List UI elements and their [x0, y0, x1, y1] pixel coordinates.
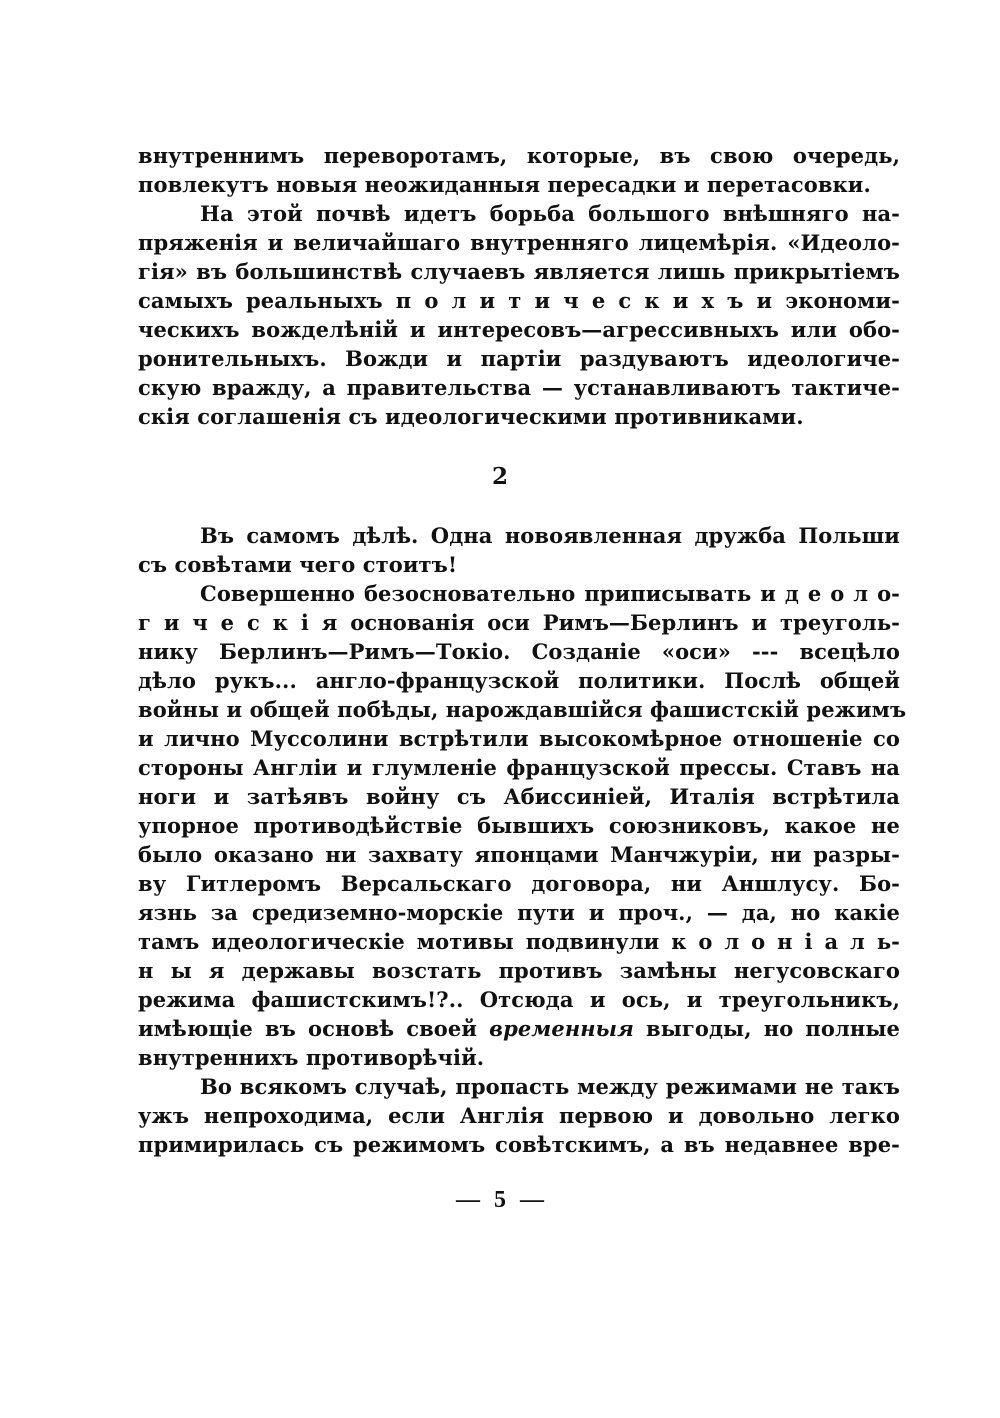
paragraph-3-line: Въ самомъ дѣлѣ. Одна новоявленная дружба Польши — [200, 523, 900, 548]
paragraph-2-line: ронительныхъ. Вожди и партіи раздуваютъ идеологиче- — [138, 346, 900, 371]
paragraph-2-line: скія соглашенія съ идеологическими противниками. — [138, 404, 804, 429]
section-number: 2 — [491, 463, 508, 490]
emphasis-word: временныя — [489, 1016, 634, 1041]
paragraph-1-line: повлекутъ новыя неожиданныя пересадки и перетасовки. — [138, 172, 871, 197]
page-number-value: 5 — [494, 1187, 506, 1213]
paragraph-2-line: пряженія и величайшаго внутренняго лицемѣрія. «Идеоло- — [138, 230, 900, 255]
paragraph-4-line: упорное противодѣйствіе бывшихъ союзниковъ, какое не — [138, 813, 900, 838]
paragraph-5-line: примирилась съ режимомъ совѣтскимъ, а въ недавнее вре- — [138, 1132, 900, 1157]
paragraph-5-line: ужъ непроходима, если Англія первою и довольно легко — [138, 1103, 900, 1128]
paragraph-4-line: режима фашистскимъ!?.. Отсюда и ось, и треугольникъ, — [138, 987, 900, 1012]
paragraph-4-line: войны и общей побѣды, нарождавшійся фашистскій режимъ — [138, 697, 907, 722]
paragraph-4-line: тамъ идеологическіе мотивы подвинули к о л о н і а л ь- — [138, 929, 900, 954]
text-block-top — [138, 141, 900, 431]
paragraph-4-line: нику Берлинъ—Римъ—Токіо. Созданіе «оси» --- всецѣло — [138, 639, 900, 664]
paragraph-2-line: самыхъ реальныхъ п о л и т и ч е с к и х ъ и экономи- — [138, 288, 900, 313]
paragraph-2-line: ческихъ вожделѣній и интересовъ—агрессивныхъ или обо- — [138, 317, 900, 342]
paragraph-2-line: гія» въ большинствѣ случаевъ является лишь прикрытіемъ — [138, 259, 900, 284]
paragraph-4-line: язнь за средиземно-морскіе пути и проч., — да, но какіе — [138, 900, 900, 925]
page-number — [0, 1183, 1000, 1217]
paragraph-4-line: дѣло рукъ... англо-французской политики. Послѣ общей — [138, 668, 900, 693]
paragraph-4-line-start: имѣющіе въ основѣ своей — [138, 1016, 478, 1041]
paragraph-4-line: было оказано ни захвату японцами Манчжуріи, ни разры- — [138, 842, 900, 867]
paragraph-4-line-with-emphasis — [138, 1014, 900, 1043]
paragraph-4-line: г и ч е с к і я основанія оси Римъ—Берлинъ и треуголь- — [138, 610, 900, 635]
paragraph-2-line: скую вражду, а правительства — устанавливаютъ тактиче- — [138, 375, 900, 400]
paragraph-2-line: На этой почвѣ идетъ борьба большого внѣшняго на- — [200, 201, 900, 226]
text-block-section-2 — [138, 521, 907, 1159]
page-number-dash-left: — — [456, 1187, 480, 1213]
paragraph-4-line-end: выгоды, но полные — [646, 1016, 900, 1041]
paragraph-4-line: стороны Англіи и глумленіе французской прессы. Ставъ на — [138, 755, 900, 780]
paragraph-3-line: съ совѣтами чего стоитъ! — [138, 552, 458, 577]
paragraph-4-line: н ы я державы возстать противъ замѣны негусовскаго — [138, 958, 900, 983]
page-number-dash-right: — — [520, 1187, 544, 1213]
paragraph-4-line: Совершенно безосновательно приписывать и д е о л о- — [200, 581, 900, 606]
paragraph-4-line: внутреннихъ противорѣчій. — [138, 1045, 485, 1070]
paragraph-5-line: Во всякомъ случаѣ, пропасть между режимами не такъ — [200, 1074, 900, 1099]
paragraph-4-line: ву Гитлеромъ Версальскаго договора, ни Аншлусу. Бо- — [138, 871, 900, 896]
paragraph-1-line: внутреннимъ переворотамъ, которые, въ свою очередь, — [138, 143, 900, 168]
paragraph-4-line: и лично Муссолини встрѣтили высокомѣрное отношеніе со — [138, 726, 900, 751]
paragraph-4-line: ноги и затѣявъ войну съ Абиссиніей, Италія встрѣтила — [138, 784, 900, 809]
